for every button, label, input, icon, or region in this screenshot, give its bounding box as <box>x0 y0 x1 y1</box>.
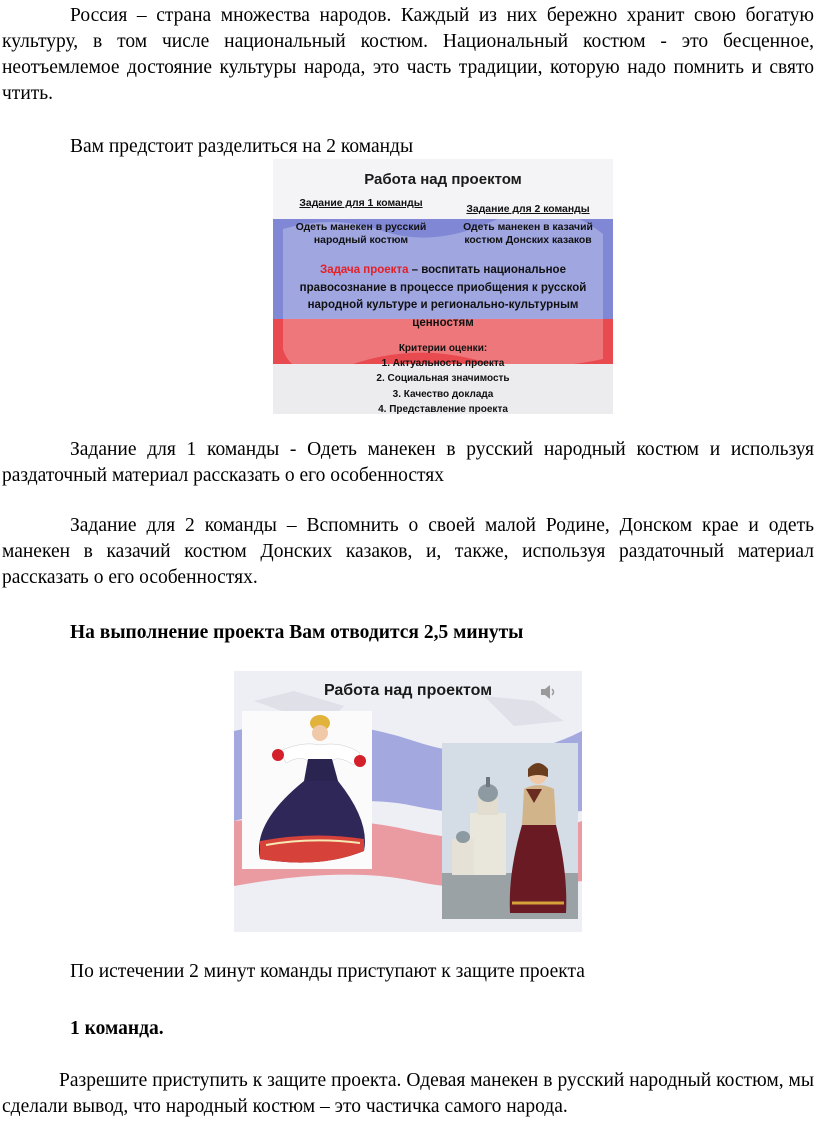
teams-paragraph: Вам предстоит разделиться на 2 команды <box>70 136 414 157</box>
criteria-item: 3. Качество доклада <box>392 388 494 400</box>
slide-costumes <box>234 671 582 932</box>
slide-project-tasks <box>273 159 613 414</box>
team2-text: Одеть манекен в казачий костюм Донских казаков <box>463 222 593 246</box>
team1-text: Одеть манекен в русский народный костюм <box>295 222 427 246</box>
cossack-costume-photo <box>442 743 578 919</box>
team1-heading-paragraph: 1 команда. <box>70 1018 164 1039</box>
cossack-costume-illustration <box>442 743 578 919</box>
slide2-title: Работа над проектом <box>323 682 493 699</box>
goal-text: – воспитать национальное правосознание в процессе приобщения к русской народной культуре и регионально-культурным ценностям <box>299 264 587 329</box>
criteria-item: 1. Актуальность проекта <box>381 358 505 370</box>
criteria-item: 2. Социальная значимость <box>376 373 510 385</box>
russian-costume-illustration <box>242 711 372 869</box>
team2-task-paragraph: Задание для 2 команды – Вспомнить о своей малой Родине, Донском крае и одеть манекен в казачий костюм Донских казаков, и, также, используя раздаточный материал рассказать о его особенностях. <box>2 515 814 588</box>
defense-start-paragraph: По истечении 2 минут команды приступают к защите проекта <box>70 961 585 982</box>
team1-defense-paragraph: Разрешите приступить к защите проекта. Одевая манекен в русский народный костюм, мы сделали вывод, что народный костюм – это частичка самого народа. <box>2 1070 814 1117</box>
team1-heading: Задание для 1 команды <box>299 198 423 209</box>
criteria-block <box>313 341 573 414</box>
slide1-title: Работа над проектом <box>364 171 522 188</box>
project-goal <box>287 262 599 332</box>
speaker-icon <box>540 684 558 700</box>
team2-heading: Задание для 2 команды <box>466 204 590 215</box>
time-limit-paragraph: На выполнение проекта Вам отводится 2,5 минуты <box>70 622 524 643</box>
criteria-item: 4. Представление проекта <box>378 403 508 414</box>
intro-paragraph: Россия – страна множества народов. Каждый из них бережно хранит свою богатую культуру, в том числе национальный костюм. Национальный костюм - это бесценное, неотъемлемое достояние культуры народа, это часть традиции, которую надо помнить и свято чтить. <box>2 5 814 104</box>
criteria-title: Критерии оценки: <box>398 343 488 354</box>
goal-label: Задача проекта <box>320 264 409 276</box>
russian-costume-photo <box>242 711 372 869</box>
team1-task-paragraph: Задание для 1 команды - Одеть манекен в русский народный костюм и используя раздаточный материал рассказать о его особенностях <box>2 439 814 486</box>
